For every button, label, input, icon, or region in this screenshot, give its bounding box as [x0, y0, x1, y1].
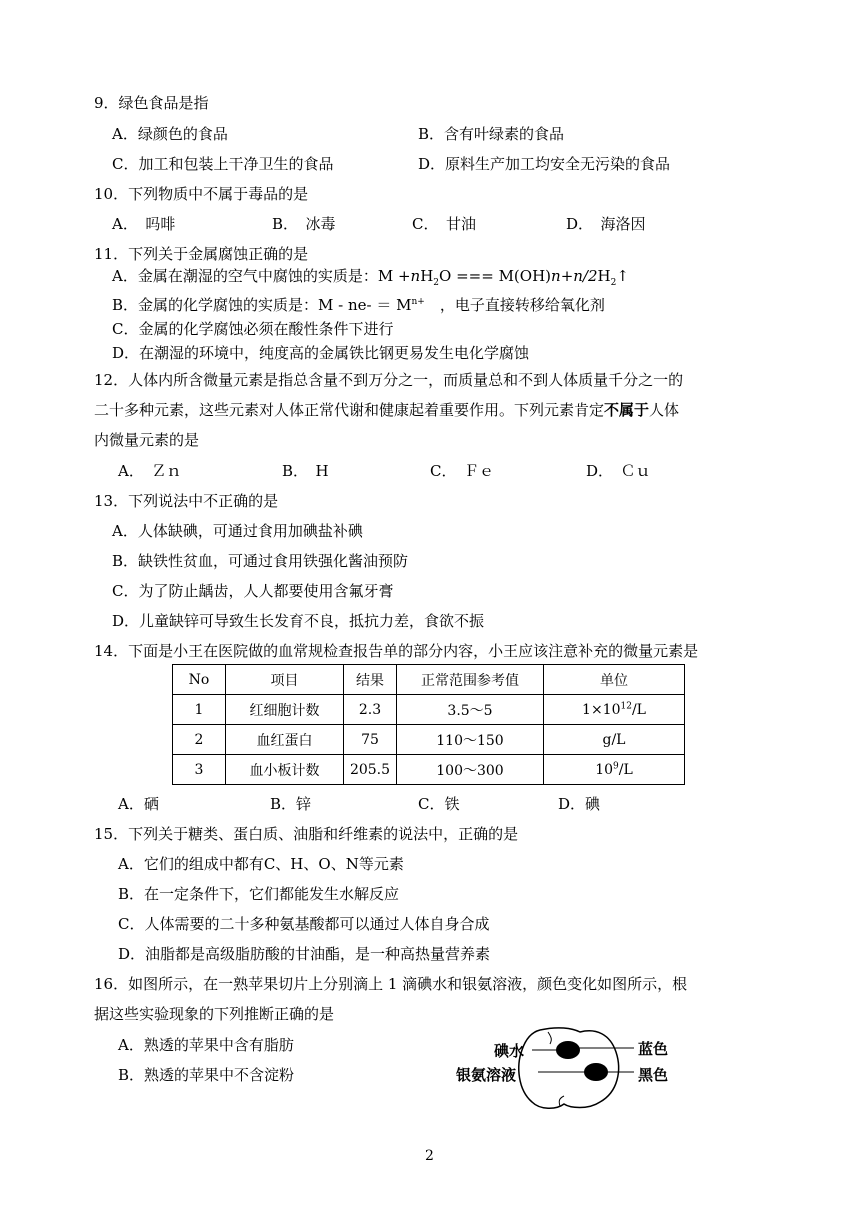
- q9-option-c: C．加工和包装上干净卫生的食品: [112, 155, 334, 173]
- header-unit: 单位: [544, 665, 685, 695]
- q11-b-post: ，电子直接转移给氧化剂: [424, 296, 605, 314]
- q14-option-d: D．碘: [558, 795, 601, 813]
- cell-range: 110～150: [397, 725, 544, 755]
- q11-a-h2: H: [597, 267, 611, 285]
- q11-stem: 11．下列关于金属腐蚀正确的是: [94, 245, 309, 263]
- q13-option-b: B．缺铁性贫血，可通过食用铁强化酱油预防: [112, 552, 409, 570]
- unit-base: 10: [595, 761, 614, 778]
- q11-a-n2: n: [551, 267, 561, 285]
- q12-option-d: D． Ｃｕ: [586, 462, 651, 480]
- q9-option-a: A．绿颜色的食品: [112, 125, 228, 143]
- q11-a-sub: 2: [433, 278, 440, 288]
- cell-range: 3.5～5: [397, 695, 544, 725]
- unit-post: /L: [631, 701, 646, 718]
- apple-notch-top: [548, 1032, 551, 1044]
- unit-post: /L: [618, 761, 633, 778]
- cell-no: 3: [173, 755, 226, 785]
- page-number: 2: [425, 1148, 434, 1164]
- q11-b-text: B．金属的化学腐蚀的实质是：M - ne- ＝ M: [112, 296, 412, 314]
- table-row: [173, 755, 685, 785]
- q11-option-b: [112, 295, 605, 315]
- table-row: [173, 725, 685, 755]
- cell-unit: [544, 725, 685, 755]
- q14-option-b: B．锌: [270, 795, 312, 813]
- q10-option-c: C． 甘油: [412, 215, 476, 233]
- header-no: No: [173, 665, 226, 695]
- unit-exp: 12: [620, 700, 632, 711]
- label-black: 黑色: [638, 1066, 669, 1084]
- label-blue: 蓝色: [638, 1040, 669, 1058]
- blood-test-table: [172, 664, 685, 785]
- cell-result: 75: [344, 725, 397, 755]
- table-row: [173, 695, 685, 725]
- q9-stem: 9．绿色食品是指: [94, 94, 209, 112]
- q11-a-text: A．金属在潮湿的空气中腐蚀的实质是：M +: [112, 267, 411, 285]
- label-silver-ammonia: 银氨溶液: [456, 1066, 517, 1084]
- unit-base: g/L: [602, 731, 626, 748]
- q12-emphasis: 不属于: [604, 401, 650, 419]
- q11-a-frac: n/2: [573, 267, 598, 285]
- apple-slice-figure: [448, 1026, 688, 1110]
- q12-line2: [94, 400, 679, 420]
- q12-line3: 内微量元素的是: [94, 431, 200, 449]
- q13-stem: 13．下列说法中不正确的是: [94, 492, 279, 510]
- q12-line2-post: 人体: [649, 401, 680, 419]
- cell-no: 2: [173, 725, 226, 755]
- q12-option-b: B． H: [282, 462, 329, 480]
- label-iodine-water: 碘水: [494, 1042, 525, 1060]
- q14-option-a: A．硒: [118, 795, 159, 813]
- q11-a-n: n: [410, 267, 421, 285]
- q11-a-arrow: ↑: [616, 267, 629, 285]
- q15-option-d: D．油脂都是高级脂肪酸的甘油酯，是一种高热量营养素: [118, 945, 491, 963]
- cell-no: 1: [173, 695, 226, 725]
- table-header-row: [173, 665, 685, 695]
- q14-option-c: C．铁: [418, 795, 460, 813]
- q11-a-h: H: [420, 267, 434, 285]
- q16-line2: 据这些实验现象的下列推断正确的是: [94, 1005, 335, 1023]
- q12-line2-pre: 二十多种元素，这些元素对人体正常代谢和健康起着重要作用。下列元素肯定: [94, 401, 605, 419]
- q10-stem: 10．下列物质中不属于毒品的是: [94, 185, 309, 203]
- q10-option-b: B． 冰毒: [272, 215, 336, 233]
- q9-option-b: B．含有叶绿素的食品: [418, 125, 565, 143]
- header-range: 正常范围参考值: [397, 665, 544, 695]
- header-item: 项目: [226, 665, 344, 695]
- q10-option-a: A． 吗啡: [112, 215, 176, 233]
- q16-line1: 16．如图所示，在一熟苹果切片上分别滴上 1 滴碘水和银氨溶液，颜色变化如图所示，根: [94, 975, 688, 993]
- cell-range: 100～300: [397, 755, 544, 785]
- silver-ammonia-drop-spot: [584, 1063, 608, 1081]
- header-result: 结果: [344, 665, 397, 695]
- q12-option-c: C． Ｆｅ: [430, 462, 494, 480]
- q12-option-a: A． Ｚｎ: [118, 462, 182, 480]
- unit-base: 1×10: [582, 701, 621, 718]
- q11-option-a: [112, 266, 629, 286]
- cell-unit: [544, 755, 685, 785]
- cell-result: 2.3: [344, 695, 397, 725]
- q14-stem: 14．下面是小王在医院做的血常规检查报告单的部分内容，小王应该注意补充的微量元素是: [94, 642, 699, 660]
- q11-option-d: D．在潮湿的环境中，纯度高的金属铁比钢更易发生电化学腐蚀: [112, 344, 530, 362]
- q11-b-sup: n+: [411, 297, 425, 307]
- cell-result: 205.5: [344, 755, 397, 785]
- cell-item: 红细胞计数: [226, 695, 344, 725]
- cell-unit: [544, 695, 685, 725]
- unit-exp: 9: [613, 760, 619, 771]
- q15-option-a: A．它们的组成中都有C、H、O、N等元素: [118, 855, 404, 873]
- q11-a-product: O === M(OH): [439, 267, 552, 285]
- q11-option-c: C．金属的化学腐蚀必须在酸性条件下进行: [112, 320, 394, 338]
- q15-option-c: C．人体需要的二十多种氨基酸都可以通过人体自身合成: [118, 915, 490, 933]
- q15-stem: 15．下列关于糖类、蛋白质、油脂和纤维素的说法中，正确的是: [94, 825, 519, 843]
- q9-option-d: D．原料生产加工均安全无污染的食品: [418, 155, 671, 173]
- q13-option-c: C．为了防止龋齿，人人都要使用含氟牙膏: [112, 582, 394, 600]
- cell-item: 血红蛋白: [226, 725, 344, 755]
- q11-a-plus: +: [560, 267, 574, 285]
- q12-line1: 12．人体内所含微量元素是指总含量不到万分之一，而质量总和不到人体质量千分之一的: [94, 371, 684, 389]
- q13-option-d: D．儿童缺锌可导致生长发育不良，抵抗力差，食欲不振: [112, 612, 485, 630]
- q16-option-b: B．熟透的苹果中不含淀粉: [118, 1066, 295, 1084]
- iodine-drop-spot: [556, 1041, 580, 1059]
- q10-option-d: D． 海洛因: [566, 215, 646, 233]
- cell-item: 血小板计数: [226, 755, 344, 785]
- q16-option-a: A．熟透的苹果中含有脂肪: [118, 1036, 294, 1054]
- q11-a-sub2: 2: [610, 278, 617, 288]
- q13-option-a: A．人体缺碘，可通过食用加碘盐补碘: [112, 522, 363, 540]
- q15-option-b: B．在一定条件下，它们都能发生水解反应: [118, 885, 400, 903]
